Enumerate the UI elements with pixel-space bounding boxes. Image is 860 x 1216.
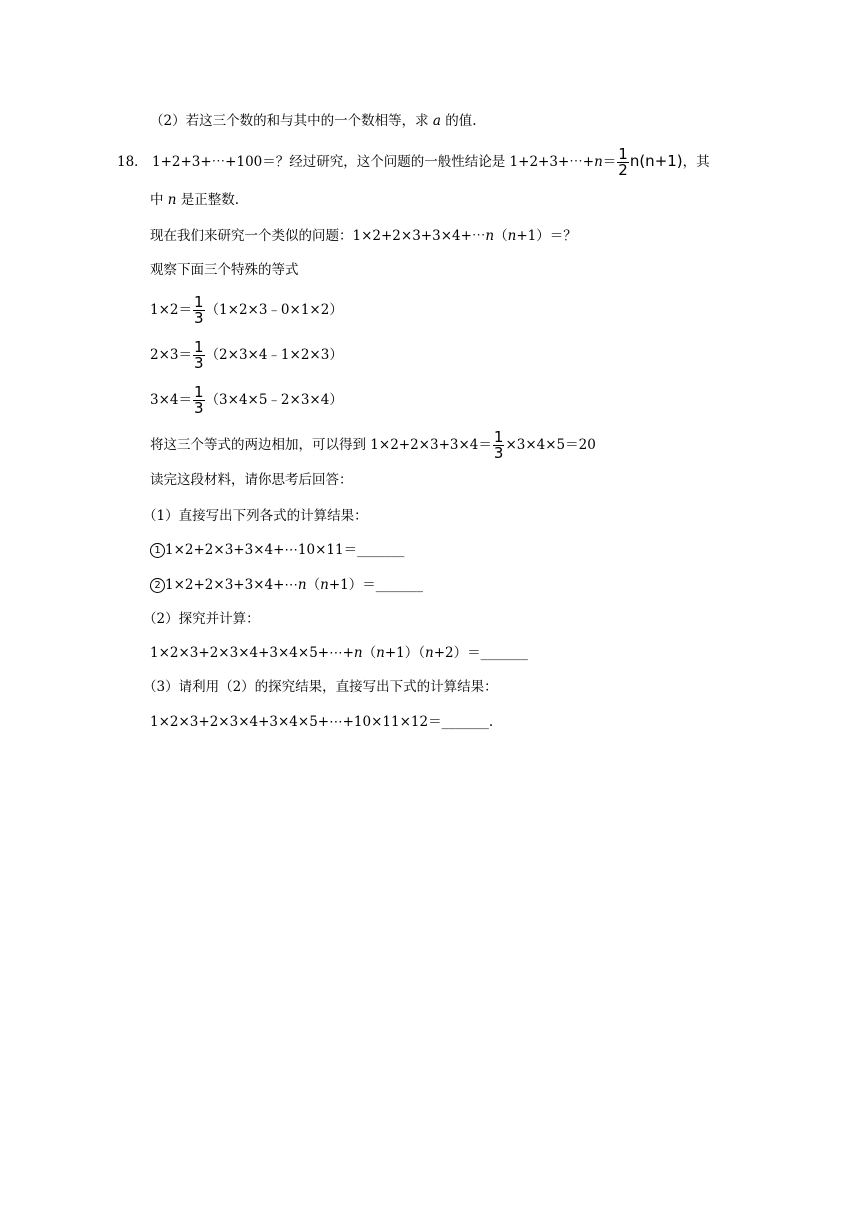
part3-expression: 1×2×3+2×3×4+3×4×5+⋯+10×11×12＝_______. <box>150 714 494 730</box>
part1-item2: 2 1×2+2×3+3×4+⋯n（n+1）＝_______ <box>150 575 423 595</box>
part2-question: （2）若这三个数的和与其中的一个数相等，求 a 的值. <box>150 113 477 129</box>
fraction-third: $\frac{1}{3}$ <box>194 293 204 327</box>
equation-1: 1×2＝ $\frac{1}{3}$ （1×2×3﹣0×1×2） <box>150 293 343 327</box>
read-instruction: 读完这段材料，请你思考后回答： <box>150 472 353 488</box>
fraction-third: $\frac{1}{3}$ <box>194 383 204 417</box>
part2-heading: （2）探究并计算： <box>143 611 260 627</box>
fraction-half: $\frac{1}{2}$ <box>618 145 628 179</box>
sum-equation: 将这三个等式的两边相加，可以得到 1×2+2×3+3×4＝ $\frac{1}{3}$ ×3×4×5＝20 <box>150 428 596 462</box>
part2-expression: 1×2×3+2×3×4+3×4×5+⋯+n（n+1）（n+2）＝_______ <box>150 645 528 661</box>
part1-heading: （1）直接写出下列各式的计算结果： <box>143 508 368 524</box>
part1-item1: 1 1×2+2×3+3×4+⋯10×11＝_______ <box>150 540 404 560</box>
circled-number-2: 2 <box>150 578 165 593</box>
equation-3: 3×4＝ $\frac{1}{3}$ （3×4×5﹣2×3×4） <box>150 383 343 417</box>
circled-number-1: 1 <box>150 543 165 558</box>
part3-heading: （3）请利用（2）的探究结果，直接写出下式的计算结果： <box>143 679 498 695</box>
q18-intro: 18． 1+2+3+⋯+100＝？经过研究，这个问题的一般性结论是 1+2+3+⋯+n＝ $\frac{1}{2}$ n(n+1)，其 <box>117 145 710 179</box>
equation-2: 2×3＝ $\frac{1}{3}$ （2×3×4﹣1×2×3） <box>150 338 343 372</box>
question-number: 18． <box>117 154 148 170</box>
fraction-third: $\frac{1}{3}$ <box>493 428 504 462</box>
q18-line4: 观察下面三个特殊的等式 <box>150 262 299 278</box>
fraction-third: $\frac{1}{3}$ <box>194 338 204 372</box>
q18-line3: 现在我们来研究一个类似的问题：1×2+2×3+3×4+⋯n（n+1）＝？ <box>150 228 577 244</box>
q18-line2: 中 n 是正整数. <box>150 192 240 208</box>
